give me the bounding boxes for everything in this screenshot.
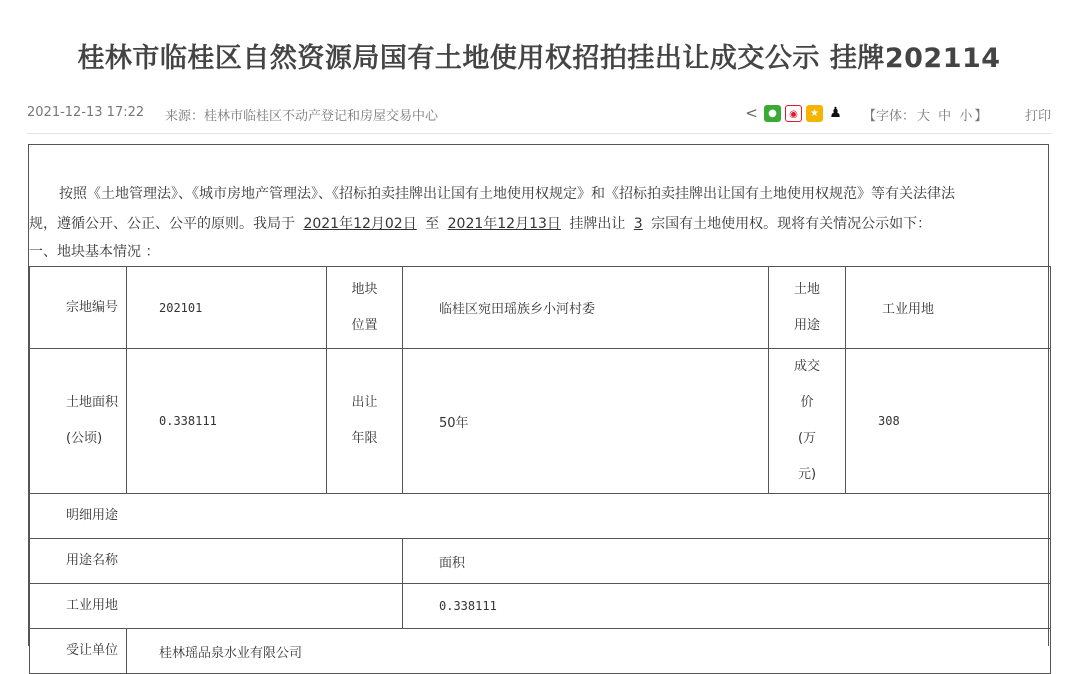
listing-start-date: 2021年12月02日 (303, 216, 417, 232)
section-title: 一、地块基本情况 ： (29, 244, 160, 260)
area-value: 0.338111 (127, 349, 327, 494)
font-small-button[interactable]: 小 (959, 109, 973, 124)
use-name-header: 用途名称 (30, 539, 403, 584)
table-row (30, 267, 1051, 349)
parcel-count: 3 (633, 216, 643, 232)
location-value: 临桂区宛田瑶族乡小河村委 (403, 267, 769, 349)
font-medium-button[interactable]: 中 (938, 109, 952, 124)
assignee-label: 受让单位 (30, 629, 127, 674)
detail-use-label: 明细用途 (30, 494, 1051, 539)
assignee-value: 桂林瑶品泉水业有限公司 (127, 629, 1051, 674)
intro-text-c: 挂牌出让 (569, 216, 626, 232)
intro-text-b: 规，遵循公开、公正、公平的原则。我局于 (29, 216, 295, 232)
wechat-icon[interactable]: ● (764, 105, 781, 122)
header-divider (27, 133, 1051, 134)
table-row (30, 629, 1051, 674)
intro-to: 至 (425, 216, 440, 232)
price-label: 成交 价(万 元) (769, 349, 846, 494)
parcel-no-value: 202101 (127, 267, 327, 349)
intro-text-d: 宗国有土地使用权。现将有关情况公示如下： (651, 216, 932, 232)
use-value: 工业用地 (846, 267, 1051, 349)
share-bar (743, 105, 844, 122)
intro-paragraph (29, 179, 1049, 239)
area-label: 土地面积 (公顷) (30, 349, 127, 494)
font-large-button[interactable]: 大 (917, 109, 931, 124)
weibo-icon[interactable]: ◉ (785, 105, 802, 122)
qzone-icon[interactable]: ★ (806, 105, 823, 122)
article-source: 来源：桂林市临桂区不动产登记和房屋交易中心 (165, 109, 439, 124)
article-content (28, 144, 1049, 661)
detail-use-name: 工业用地 (30, 584, 403, 629)
table-row (30, 584, 1051, 629)
table-row (30, 494, 1051, 539)
listing-end-date: 2021年12月13日 (447, 216, 561, 232)
parcel-table (29, 266, 1051, 674)
page-title: 桂林市临桂区自然资源局国有土地使用权招拍挂出让成交公示 挂牌202114 (77, 43, 1001, 74)
table-row (30, 349, 1051, 494)
intro-text-a: 按照《土地管理法》、《城市房地产管理法》、《招标拍卖挂牌出让国有土地使用权规定》和《招标拍卖挂牌出让国有土地使用权规范》等有关法律法 (59, 186, 955, 202)
price-value: 308 (846, 349, 1051, 494)
font-size-control (863, 105, 987, 124)
detail-area: 0.338111 (403, 584, 1051, 629)
qq-icon[interactable]: ♟ (827, 105, 844, 122)
print-button[interactable]: 打印 (1024, 109, 1051, 124)
share-icon[interactable]: < (745, 104, 758, 122)
use-label: 土地 用途 (769, 267, 846, 349)
term-label: 出让 年限 (327, 349, 403, 494)
font-size-label: 【字体： (863, 109, 916, 124)
area-header: 面积 (403, 539, 1051, 584)
article-meta (27, 105, 1051, 125)
publish-date: 2021-12-13 17:22 (27, 105, 145, 120)
location-label: 地块 位置 (327, 267, 403, 349)
font-size-close: 】 (974, 109, 988, 124)
parcel-no-label: 宗地编号 (30, 267, 127, 349)
term-value: 50年 (403, 349, 769, 494)
table-row (30, 539, 1051, 584)
